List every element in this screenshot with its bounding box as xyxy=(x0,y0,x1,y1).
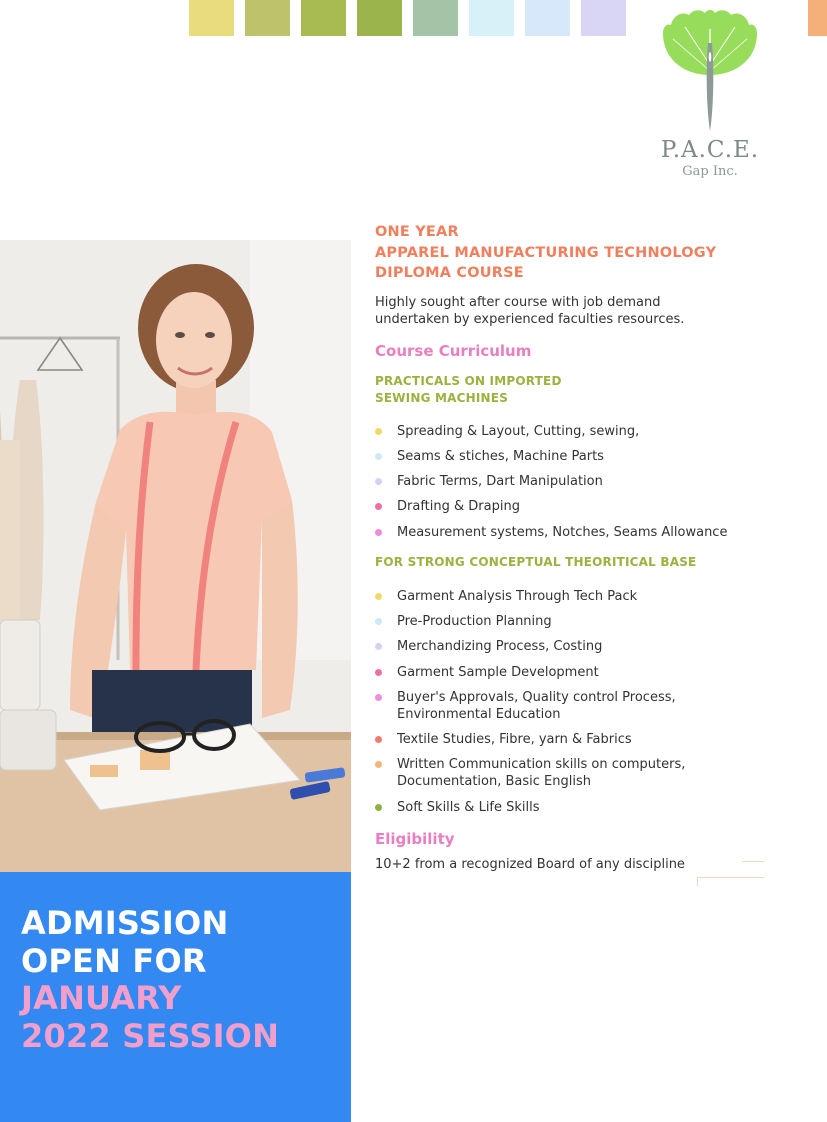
list-item-text: Garment Analysis Through Tech Pack xyxy=(397,588,638,604)
course-title-line: ONE YEAR xyxy=(375,224,459,240)
list-item xyxy=(375,731,785,748)
color-swatch-bar xyxy=(189,0,626,36)
list-item xyxy=(375,473,785,490)
list-item xyxy=(375,498,785,515)
decorative-line xyxy=(742,861,764,862)
list-item-text: Pre-Production Planning xyxy=(397,613,552,629)
pace-logo xyxy=(648,5,772,179)
list-item-text: Environmental Education xyxy=(397,706,561,722)
ginkgo-leaf-needle-icon xyxy=(655,5,765,135)
logo-name: P.A.C.E. xyxy=(660,137,760,163)
theory-list xyxy=(375,588,785,816)
bullet-dot-icon xyxy=(375,761,382,768)
practicals-heading-line: PRACTICALS ON IMPORTED xyxy=(375,373,562,388)
list-item-text: Spreading & Layout, Cutting, sewing, xyxy=(397,423,640,439)
admission-banner xyxy=(0,872,351,1122)
list-item xyxy=(375,524,785,541)
fashion-designer-photo xyxy=(0,240,351,872)
color-swatch xyxy=(581,0,626,36)
list-item-text: Documentation, Basic English xyxy=(397,774,591,790)
color-swatch xyxy=(525,0,570,36)
corner-tab xyxy=(808,0,827,36)
curriculum-heading: Course Curriculum xyxy=(375,341,532,360)
bullet-dot-icon xyxy=(375,529,382,536)
eligibility-heading: Eligibility xyxy=(375,829,455,848)
eligibility-text: 10+2 from a recognized Board of any discipline xyxy=(375,856,685,872)
course-title-line: APPAREL MANUFACTURING TECHNOLOGY xyxy=(375,244,717,261)
practicals-list xyxy=(375,423,785,541)
list-item-text: Written Communication skills on computers, xyxy=(397,757,686,773)
list-item xyxy=(375,664,785,681)
bullet-dot-icon xyxy=(375,453,382,460)
course-details xyxy=(375,222,785,872)
list-item xyxy=(375,638,785,655)
list-item-text: Measurement systems, Notches, Seams Allowance xyxy=(397,524,728,540)
color-swatch xyxy=(245,0,290,36)
list-item xyxy=(375,689,785,723)
session-line: JANUARY xyxy=(21,979,182,1017)
hero-photo xyxy=(0,240,351,872)
list-item-text: Soft Skills & Life Skills xyxy=(397,799,540,815)
bullet-dot-icon xyxy=(375,428,382,435)
admission-line: ADMISSION xyxy=(21,904,229,942)
decorative-line xyxy=(697,877,764,878)
logo-subtitle: Gap Inc. xyxy=(682,164,738,179)
intro-line: Highly sought after course with job demand xyxy=(375,294,661,310)
bullet-dot-icon xyxy=(375,643,382,650)
color-swatch xyxy=(189,0,234,36)
list-item xyxy=(375,423,785,440)
list-item-text: Garment Sample Development xyxy=(397,664,599,680)
list-item xyxy=(375,756,785,790)
list-item-text: Merchandizing Process, Costing xyxy=(397,639,603,655)
practicals-heading-line: SEWING MACHINES xyxy=(375,390,509,405)
bullet-dot-icon xyxy=(375,593,382,600)
bullet-dot-icon xyxy=(375,736,382,743)
list-item-text: Buyer's Approvals, Quality control Process, xyxy=(397,689,676,705)
course-intro xyxy=(375,294,785,329)
color-swatch xyxy=(357,0,402,36)
color-swatch xyxy=(413,0,458,36)
list-item xyxy=(375,588,785,605)
bullet-dot-icon xyxy=(375,478,382,485)
bullet-dot-icon xyxy=(375,694,382,701)
session-line: 2022 SESSION xyxy=(21,1016,280,1055)
list-item xyxy=(375,613,785,630)
course-title-line: DIPLOMA COURSE xyxy=(375,265,524,281)
course-title xyxy=(375,222,785,284)
list-item-text: Textile Studies, Fibre, yarn & Fabrics xyxy=(397,732,632,748)
decorative-line xyxy=(697,877,698,886)
intro-line: undertaken by experienced faculties resources. xyxy=(375,312,685,327)
practicals-heading xyxy=(375,373,785,407)
list-item xyxy=(375,448,785,465)
color-swatch xyxy=(301,0,346,36)
list-item xyxy=(375,799,785,816)
bullet-dot-icon xyxy=(375,669,382,676)
list-item-text: Seams & stiches, Machine Parts xyxy=(397,448,604,464)
list-item-text: Fabric Terms, Dart Manipulation xyxy=(397,474,603,490)
list-item-text: Drafting & Draping xyxy=(397,499,520,515)
color-swatch xyxy=(469,0,514,36)
theory-heading: FOR STRONG CONCEPTUAL THEORITICAL BASE xyxy=(375,554,697,569)
admission-line: OPEN FOR xyxy=(21,941,207,980)
bullet-dot-icon xyxy=(375,618,382,625)
admission-headline xyxy=(21,905,279,1055)
bullet-dot-icon xyxy=(375,804,382,811)
bullet-dot-icon xyxy=(375,503,382,510)
